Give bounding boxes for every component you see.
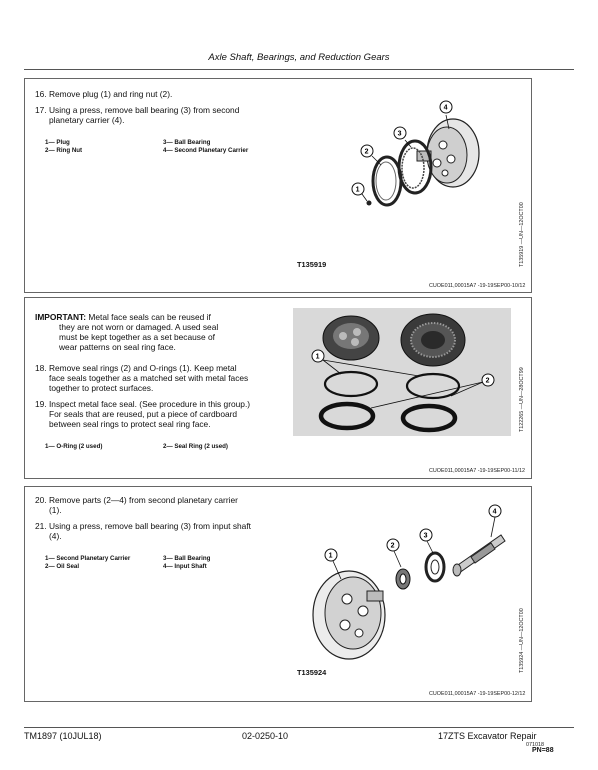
procedure-block-1 [24,78,532,293]
legend-item-ring-nut: 2— Ring Nut [45,147,83,154]
doc-code-3: CUOE011,00015A7 -19-19SEP00-12/12 [429,691,526,697]
legend-item-ball-bearing: 3— Ball Bearing [163,139,211,146]
svg-text:3: 3 [423,532,428,540]
footer-manual-id: TM1897 (10JUL18) [24,731,102,741]
important-note-line-4: wear patterns on seal ring face. [59,342,176,352]
legend-item-oil-seal: 2— Oil Seal [45,563,80,570]
callout-1 [325,549,337,561]
step-19-cont-2: between seal rings to protect seal ring face. [49,419,211,429]
figure-label-3: T135924 [297,668,327,677]
callout-1 [312,350,324,362]
header-rule [24,69,574,70]
figure-label-1: T135919 [297,260,327,269]
legend-item-second-planetary-carrier: 4— Second Planetary Carrier [163,147,249,154]
step-19: 19. Inspect metal face seal. (See procedure in this group.) [35,399,251,409]
doc-code-2: CUOE011,00015A7 -19-19SEP00-11/12 [429,468,525,474]
footer-date-code: 071018 [526,742,544,748]
figure-code-3: T135924 —UN—12OCT00 [519,608,525,673]
procedure-block-2 [24,297,532,479]
footer-rule [24,727,574,728]
second-planetary-carrier-drawing [417,119,479,187]
step-20: 20. Remove parts (2—4) from second planetary carrier [35,495,238,505]
callout-4 [440,101,452,113]
svg-text:1: 1 [355,186,360,194]
svg-text:1: 1 [328,552,333,560]
step-18: 18. Remove seal rings (2) and O-rings (1). Keep metal [35,363,237,373]
important-label: IMPORTANT: [35,312,87,322]
ball-bearing-drawing [399,141,431,193]
page-header-title: Axle Shaft, Bearings, and Reduction Gears [208,52,390,63]
legend-item-ball-bearing: 3— Ball Bearing [163,555,211,562]
footer-page-number: 02-0250-10 [242,731,289,741]
ball-bearing-drawing [426,553,444,581]
step-17: 17. Using a press, remove ball bearing (3) from second [35,105,240,115]
svg-text:2: 2 [364,148,369,156]
seal-photo-figure [293,308,511,436]
svg-text:2: 2 [390,542,395,550]
figure-code-2: T122265 —UN—28OCT99 [519,367,525,432]
exploded-view-figure-1 [325,93,505,243]
important-note-line-3: must be kept together as a set because of [59,332,215,342]
step-21: 21. Using a press, remove ball bearing (3) from input shaft [35,521,251,531]
doc-code-1: CUOE011,00015A7 -19-19SEP00-10/12 [429,283,526,289]
step-17-cont: planetary carrier (4). [49,115,125,125]
important-note-line-2: they are not worn or damaged. A used seal [59,322,219,332]
svg-text:4: 4 [443,104,448,112]
legend-item-input-shaft: 4— Input Shaft [163,563,207,570]
callout-4 [489,505,501,517]
step-18-cont-1: face seals together as a matched set with metal faces [49,373,249,383]
step-21-cont: (4). [49,531,62,541]
legend-item-seal-ring: 2— Seal Ring (2 used) [163,443,228,450]
svg-text:3: 3 [397,130,402,138]
figure-code-1: T135919 —UN—12OCT00 [519,202,525,267]
svg-text:1: 1 [315,353,320,361]
callout-2 [361,145,373,157]
footer-manual-title: 17ZTS Excavator Repair [438,731,537,741]
callout-3 [420,529,432,541]
step-20-cont: (1). [49,505,62,515]
plug-drawing [367,201,372,206]
step-19-cont-1: For seals that are reused, put a piece of cardboard [49,409,238,419]
step-18-cont-2: together to protect surfaces. [49,383,154,393]
callout-3 [394,127,406,139]
callout-2 [387,539,399,551]
important-note-line-1: IMPORTANT: Metal face seals can be reused if [35,312,211,322]
svg-text:4: 4 [492,508,497,516]
legend-item-plug: 1— Plug [45,139,70,146]
procedure-block-3 [24,486,532,702]
input-shaft-drawing [453,535,505,576]
svg-text:2: 2 [485,377,490,385]
callout-1 [352,183,364,195]
footer-pn: PN=88 [532,747,554,754]
legend-item-second-planetary-carrier: 1— Second Planetary Carrier [45,555,131,562]
legend-item-o-ring: 1— O-Ring (2 used) [45,443,103,450]
second-planetary-carrier-drawing [313,571,385,659]
step-16: 16. Remove plug (1) and ring nut (2). [35,89,173,99]
oil-seal-drawing [396,569,410,589]
callout-2 [482,374,494,386]
ring-nut-drawing [373,157,401,205]
exploded-view-figure-3 [305,495,515,663]
